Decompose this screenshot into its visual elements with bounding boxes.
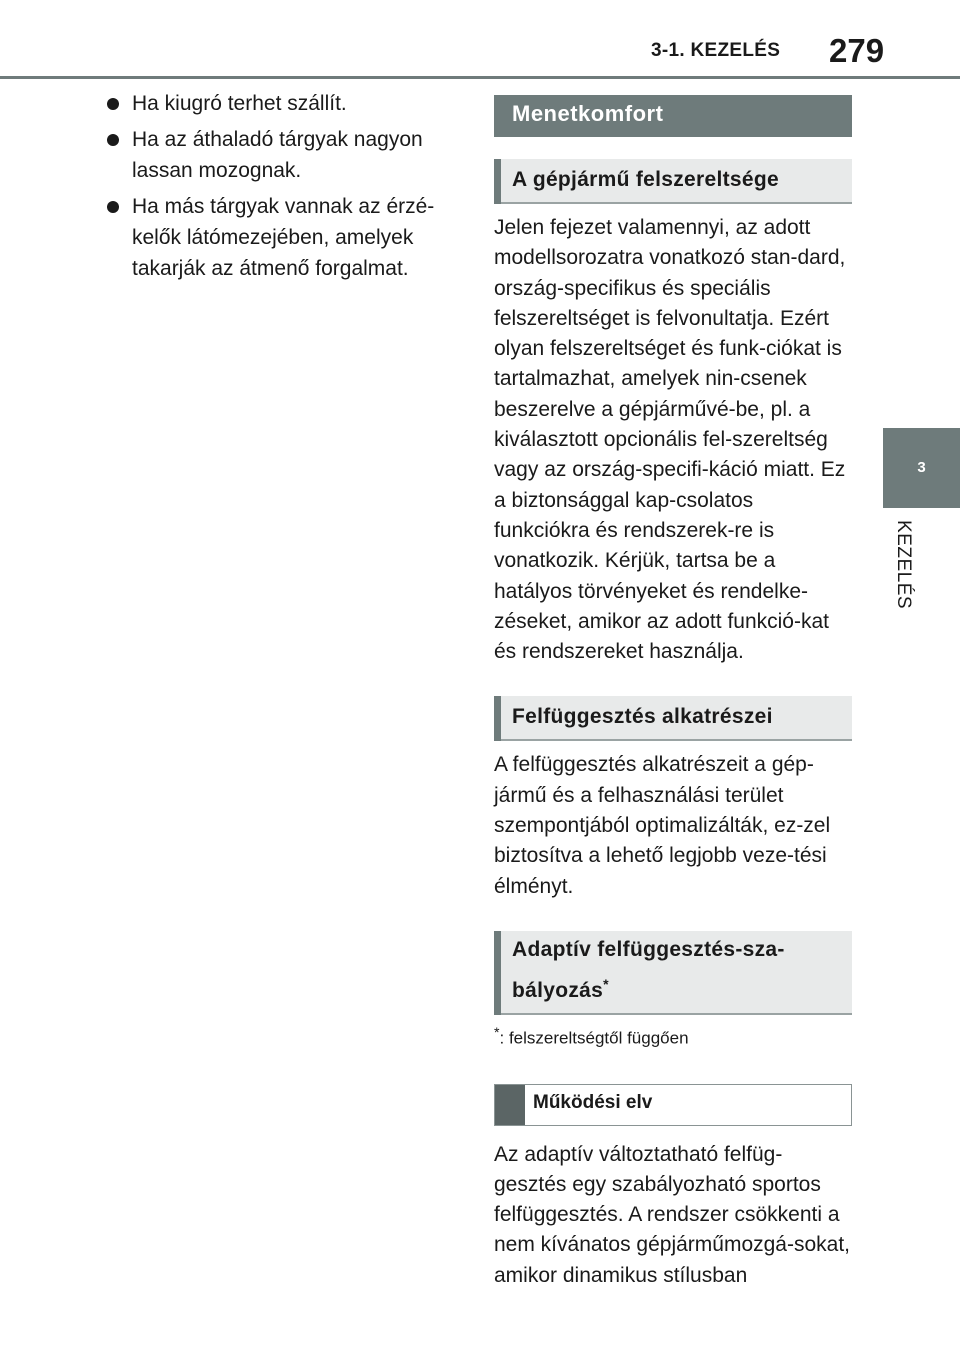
footnote-text: : felszereltségtől függően — [499, 1028, 689, 1048]
footnote-star: * — [494, 1024, 500, 1041]
heading-line-1: Adaptív felfüggesztés-sza- — [512, 937, 785, 961]
subsection-heading: Működési elv — [533, 1091, 653, 1113]
right-column — [494, 95, 852, 1291]
left-column — [104, 88, 454, 289]
chapter-tab — [883, 428, 960, 508]
bullet-text: Ha más tárgyak vannak az érzé-kelők látómezejében, amelyek takarják az átmenő forgalmat. — [132, 195, 435, 280]
bullet-dot-icon — [107, 201, 119, 213]
main-heading-bar: Menetkomfort — [494, 95, 852, 137]
chapter-label-text: KEZELÉS — [893, 520, 914, 610]
section-heading-equipment: A gépjármű felszereltsége — [494, 159, 852, 204]
section-heading-suspension: Felfüggesztés alkatrészei — [494, 696, 852, 741]
section-body-equipment: Jelen fejezet valamennyi, az adott modellsorozatra vonatkozó stan-dard, ország-specifikus és speciális felszereltséget is felvonultatja. Ezért olyan felszereltséget és funk-ciókat is tartalmazhat, amelyek nin-csenek beszerelve a gépjárművé-be, pl. a kiválasztott opcionális fel-szereltség vagy az ország-specifi-káció miatt. Ez a biztonsággal kap-csolatos funkciókra és rendszerek-re is vonatkozik. Kérjük, tartsa be a hatályos törvényeket és rendelke-zéseket, amikor az adott funkció-kat és rendszereket használja. — [494, 216, 846, 664]
section-body-suspension: A felfüggesztés alkatrészeit a gép-jármű és a felhasználási terület szempontjából optimalizálták, ez-zel biztosítva a lehető legjobb veze-tési élményt. — [494, 753, 831, 898]
subsection-heading-box — [494, 1084, 852, 1126]
header-rule — [0, 76, 960, 79]
bullet-item — [104, 191, 454, 284]
chapter-number: 3 — [917, 459, 926, 476]
bullet-text: Ha az áthaladó tárgyak nagyon lassan mozognak. — [132, 128, 423, 182]
bullet-item — [104, 88, 454, 119]
chapter-side-label — [884, 520, 944, 630]
subsection-marker-block — [495, 1085, 525, 1125]
subsection-body: Az adaptív változtatható felfüg-gesztés egy szabályozható sportos felfüggesztés. A rendszer csökkenti a nem kívánatos gépjárműmozgá-sokat, amikor dinamikus stílusban — [494, 1142, 851, 1287]
footnote — [494, 1025, 852, 1049]
section-heading-adaptive — [494, 931, 852, 1015]
bullet-item — [104, 124, 454, 186]
page-number: 279 — [829, 32, 885, 69]
header-section-title: 3-1. KEZELÉS — [651, 40, 781, 61]
bullet-dot-icon — [107, 134, 119, 146]
footnote-marker: * — [603, 975, 609, 992]
bullet-dot-icon — [107, 98, 119, 110]
heading-line-2: bályozás — [512, 978, 604, 1002]
bullet-text: Ha kiugró terhet szállít. — [132, 92, 347, 115]
